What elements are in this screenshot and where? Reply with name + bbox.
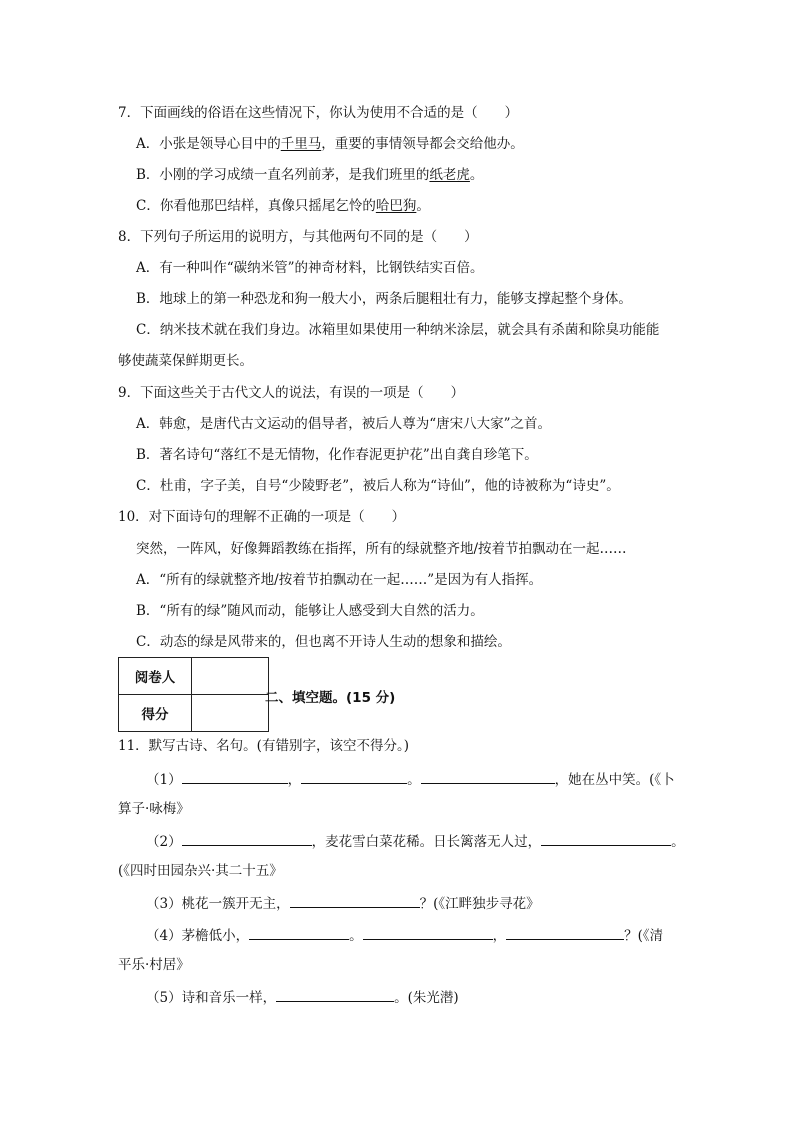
q11-item-3: （3）桃花一簇开无主， ？(《江畔独步寻花》 bbox=[146, 893, 540, 913]
q11-item-1-source: 算子·咏梅》 bbox=[118, 801, 190, 817]
underlined-idiom: 纸老虎 bbox=[429, 167, 470, 183]
grader-label: 阅卷人 bbox=[119, 658, 192, 695]
q11-stem: 11．默写古诗、名句。(有错别字，该空不得分。) bbox=[118, 738, 409, 754]
answer-blank[interactable] bbox=[182, 831, 312, 846]
q7-option-c: C．你看他那巴结样，真像只摇尾乞怜的哈巴狗。 bbox=[136, 198, 430, 214]
q8-option-c-continued: 够使蔬菜保鲜期更长。 bbox=[118, 353, 253, 369]
q10-option-b: B．“所有的绿”随风而动，能够让人感受到大自然的活力。 bbox=[136, 603, 484, 619]
q8-stem: 8．下列句子所运用的说明方，与其他两句不同的是（ ） bbox=[118, 229, 478, 245]
score-box bbox=[118, 657, 269, 732]
q7-stem: 7．下面画线的俗语在这些情况下，你认为使用不合适的是（ ） bbox=[118, 105, 519, 121]
q10-option-a: A．“所有的绿就整齐地/按着节拍飘动在一起……”是因为有人指挥。 bbox=[136, 572, 543, 588]
underlined-idiom: 千里马 bbox=[280, 136, 322, 152]
q11-item-2-source: (《四时田园杂兴·其二十五》 bbox=[118, 863, 283, 879]
answer-blank[interactable] bbox=[290, 893, 420, 908]
q10-quote: 突然，一阵风，好像舞蹈教练在指挥，所有的绿就整齐地/按着节拍飘动在一起…… bbox=[136, 541, 627, 557]
grader-cell[interactable] bbox=[192, 658, 269, 695]
answer-blank[interactable] bbox=[249, 925, 349, 940]
answer-blank[interactable] bbox=[301, 769, 407, 784]
q8-option-a: A．有一种叫作“碳纳米管”的神奇材料，比钢铁结实百倍。 bbox=[136, 260, 484, 276]
underlined-idiom: 哈巴狗 bbox=[375, 198, 417, 214]
q11-item-2: （2） ，麦花雪白菜花稀。日长篱落无人过， 。 bbox=[146, 831, 685, 851]
answer-blank[interactable] bbox=[276, 987, 394, 1002]
q9-option-a: A．韩愈，是唐代古文运动的倡导者，被后人尊为“唐宋八大家”之首。 bbox=[136, 416, 552, 432]
q9-stem: 9．下面这些关于古代文人的说法，有误的一项是（ ） bbox=[118, 385, 465, 401]
section-heading: 二、填空题。(15 分) bbox=[265, 690, 396, 706]
answer-blank[interactable] bbox=[363, 925, 493, 940]
score-label: 得分 bbox=[119, 695, 192, 732]
q9-option-c: C．杜甫，字子美，自号“少陵野老”，被后人称为“诗仙”，他的诗被称为“诗史”。 bbox=[136, 478, 620, 494]
q11-item-4-source: 平乐·村居》 bbox=[118, 957, 190, 973]
q8-option-b: B．地球上的第一种恐龙和狗一般大小，两条后腿粗壮有力，能够支撑起整个身体。 bbox=[136, 291, 632, 307]
q11-item-1: （1） ， 。 ，她在丛中笑。(《卜 bbox=[146, 769, 675, 789]
answer-blank[interactable] bbox=[541, 831, 671, 846]
q11-item-4: （4）茅檐低小， 。 ， ？(《清 bbox=[146, 925, 663, 945]
score-cell[interactable] bbox=[192, 695, 269, 732]
q10-option-c: C．动态的绿是风带来的，但也离不开诗人生动的想象和描绘。 bbox=[136, 634, 511, 650]
answer-blank[interactable] bbox=[421, 769, 555, 784]
q8-option-c: C．纳米技术就在我们身边。冰箱里如果使用一种纳米涂层，就会具有杀菌和除臭功能能 bbox=[136, 322, 660, 338]
q11-item-5: （5）诗和音乐一样， 。(朱光潜) bbox=[146, 987, 459, 1007]
q10-stem: 10．对下面诗句的理解不正确的一项是（ ） bbox=[118, 509, 406, 525]
answer-blank[interactable] bbox=[506, 925, 624, 940]
q9-option-b: B．著名诗句“落红不是无情物，化作春泥更护花”出自龚自珍笔下。 bbox=[136, 447, 538, 463]
answer-blank[interactable] bbox=[182, 769, 288, 784]
q7-option-b: B．小刚的学习成绩一直名列前茅，是我们班里的纸老虎。 bbox=[136, 167, 484, 183]
q7-option-a: A．小张是领导心目中的千里马，重要的事情领导都会交给他办。 bbox=[136, 136, 524, 152]
